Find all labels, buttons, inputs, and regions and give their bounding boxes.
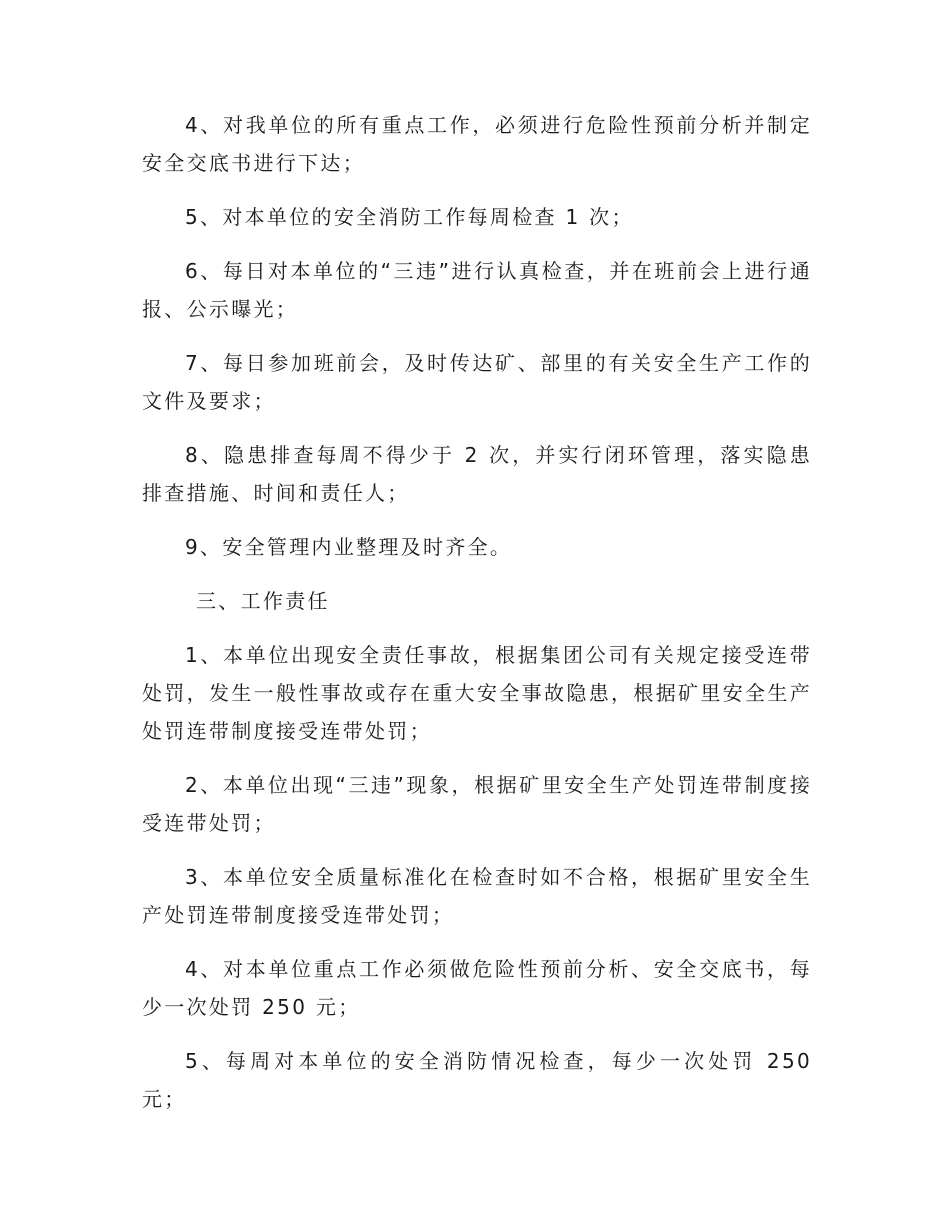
responsibility-item: 1、本单位出现安全责任事故，根据集团公司有关规定接受连带处罚，发生一般性事故或存在重大安全事故隐患，根据矿里安全生产处罚连带制度接受连带处罚； bbox=[142, 643, 812, 743]
document-body bbox=[142, 106, 812, 1134]
responsibility-item: 4、对本单位重点工作必须做危险性预前分析、安全交底书，每少一次处罚 250 元； bbox=[142, 957, 812, 1019]
section-heading: 三、工作责任 bbox=[196, 589, 330, 613]
responsibility-item: 5、每周对本单位的安全消防情况检查，每少一次处罚 250 元； bbox=[142, 1049, 812, 1111]
list-item: 6、每日对本单位的“三违”进行认真检查，并在班前会上进行通报、公示曝光； bbox=[142, 259, 812, 321]
list-item: 8、隐患排查每周不得少于 2 次，并实行闭环管理，落实隐患排查措施、时间和责任人； bbox=[142, 443, 812, 505]
list-item: 4、对我单位的所有重点工作，必须进行危险性预前分析并制定安全交底书进行下达； bbox=[142, 113, 812, 175]
list-item: 9、安全管理内业整理及时齐全。 bbox=[185, 535, 513, 559]
list-item: 5、对本单位的安全消防工作每周检查 1 次； bbox=[185, 205, 634, 229]
responsibility-item: 3、本单位安全质量标准化在检查时如不合格，根据矿里安全生产处罚连带制度接受连带处罚； bbox=[142, 865, 812, 927]
responsibility-item: 2、本单位出现“三违”现象，根据矿里安全生产处罚连带制度接受连带处罚； bbox=[142, 773, 812, 835]
list-item: 7、每日参加班前会，及时传达矿、部里的有关安全生产工作的文件及要求； bbox=[142, 351, 812, 413]
